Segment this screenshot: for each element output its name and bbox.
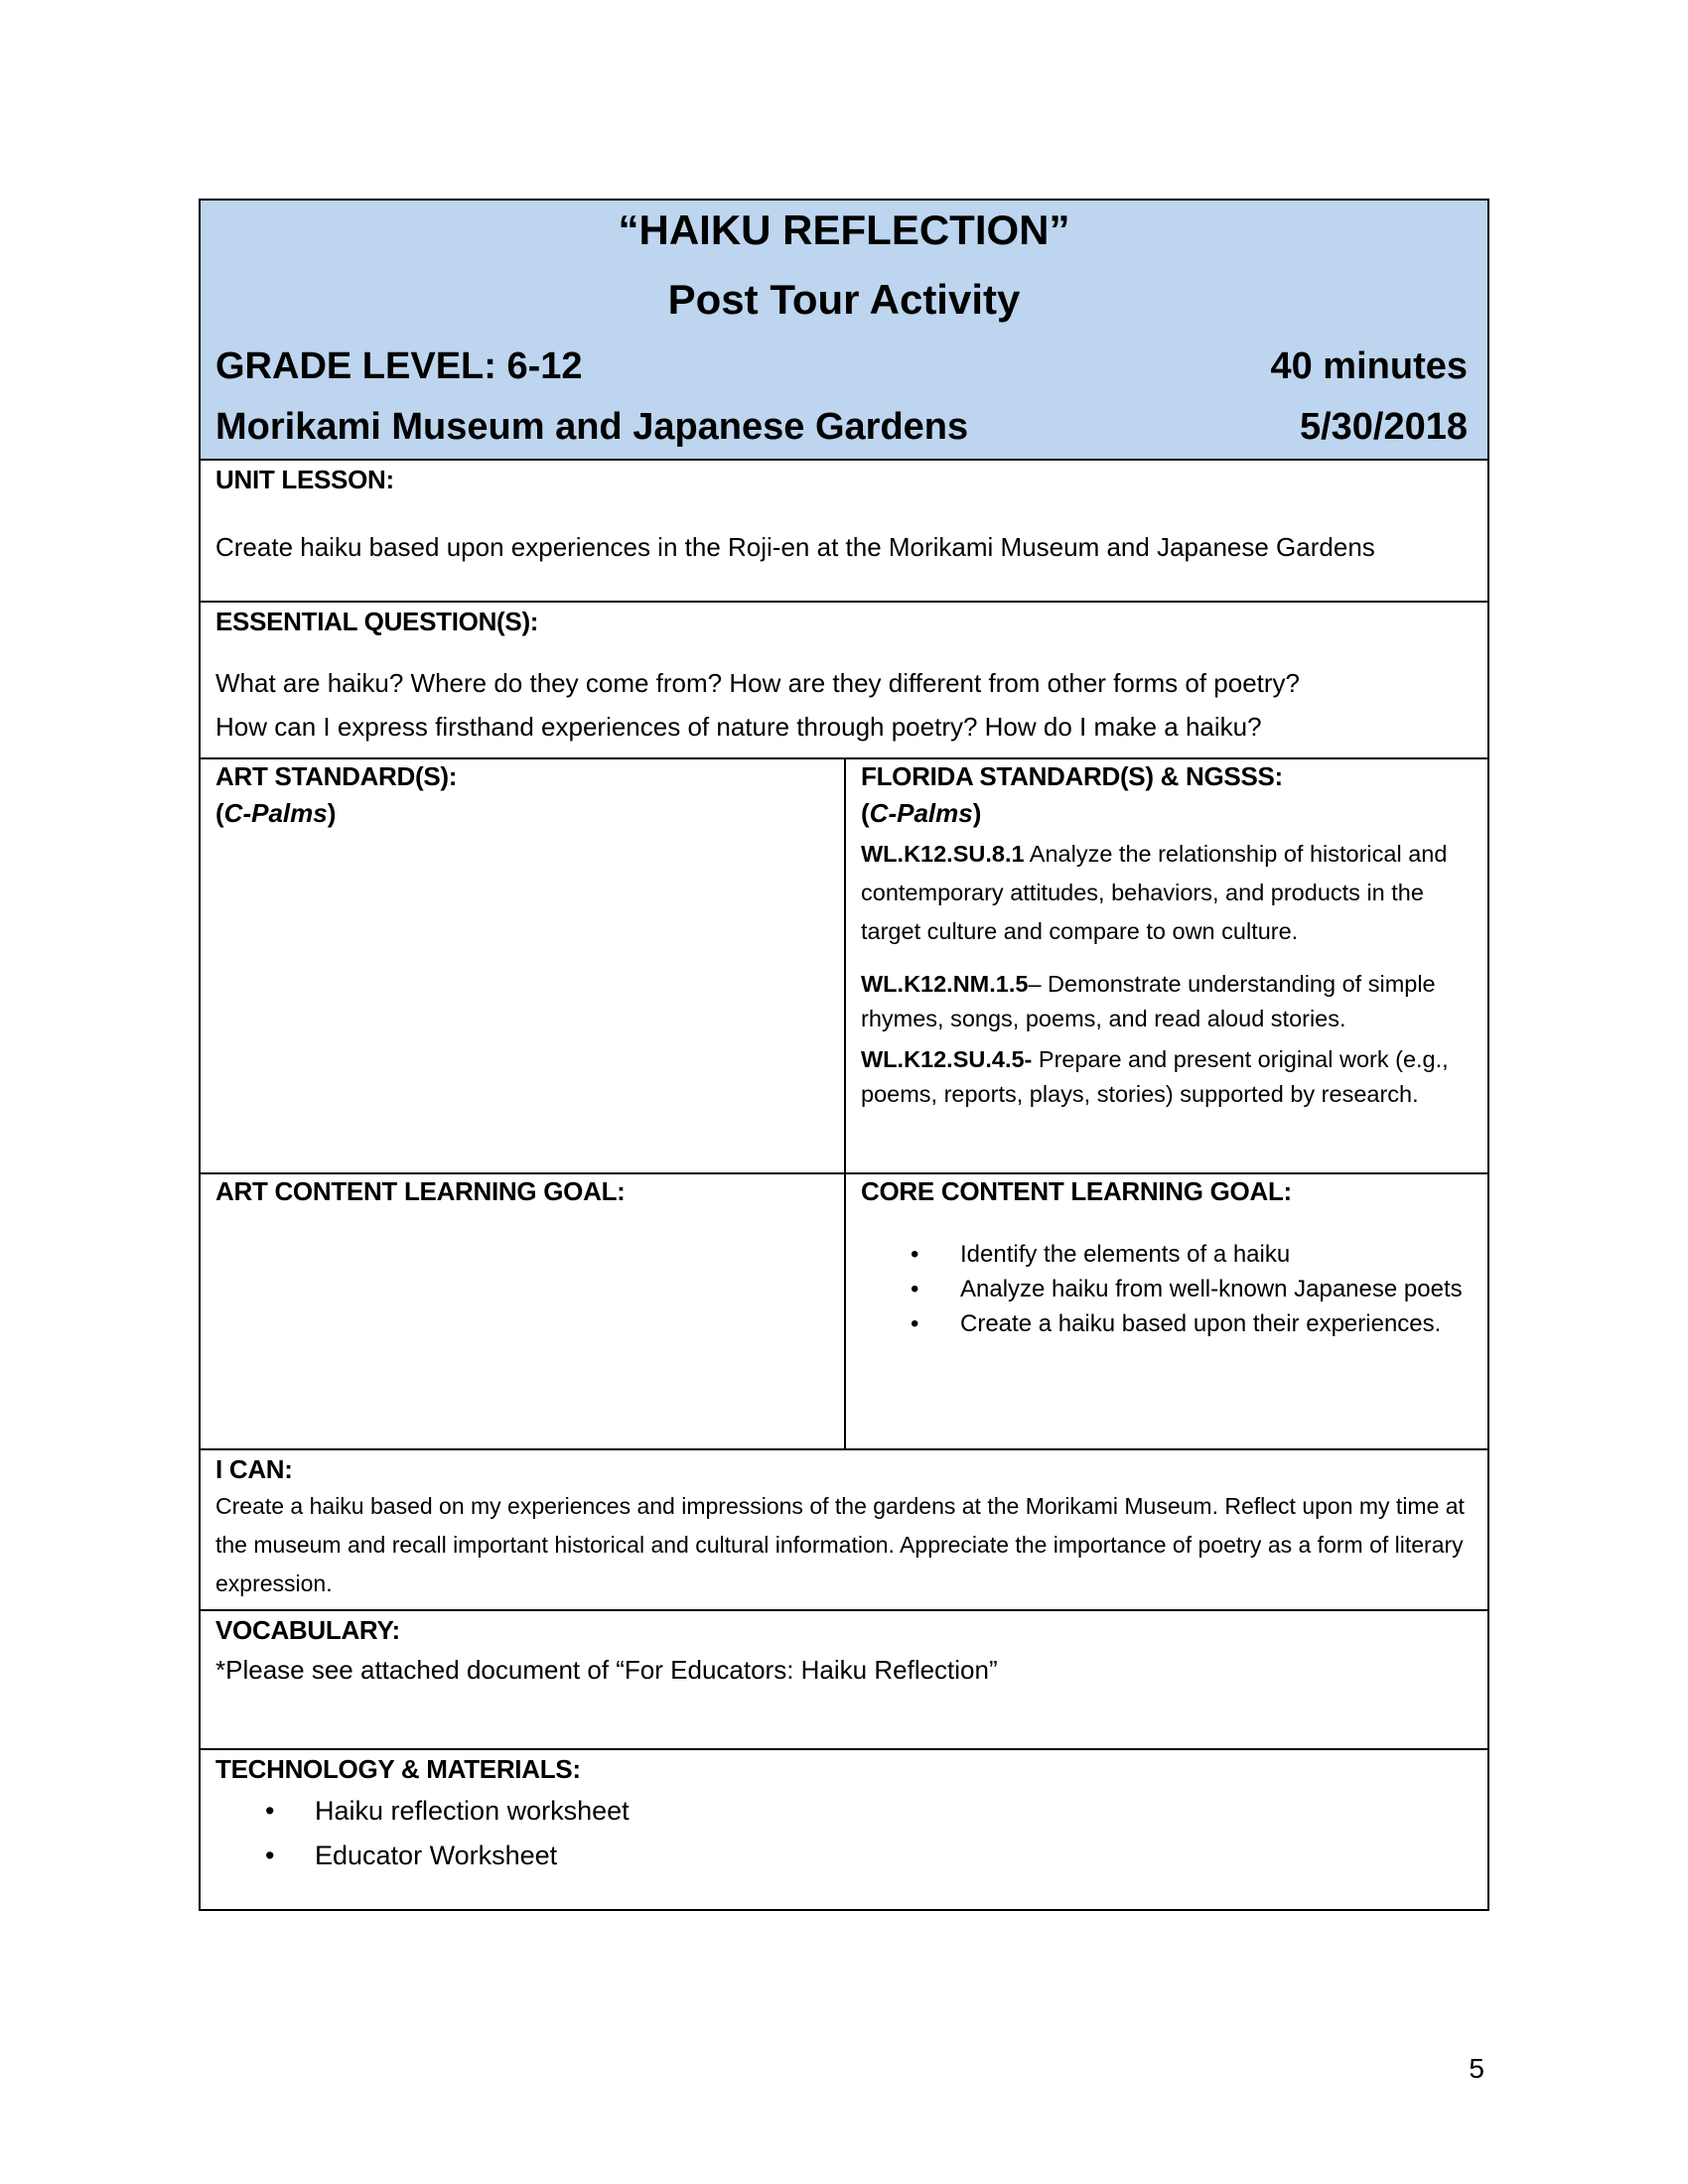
standard-text: Prepare and present original work (e.g., poems, reports, plays, stories) supported by research.	[861, 1046, 1449, 1107]
grade-level: GRADE LEVEL: 6-12	[215, 345, 583, 387]
vocabulary-label: VOCABULARY:	[215, 1615, 400, 1645]
bullet-icon: •	[911, 1310, 919, 1337]
art-goal-cell	[201, 1174, 846, 1448]
florida-standards-source: (C-Palms)	[861, 798, 982, 828]
essential-question-line: How can I express firsthand experiences of nature through poetry? How do I make a haiku?	[215, 712, 1262, 742]
vocabulary-section	[201, 1611, 1487, 1750]
essential-questions-label: ESSENTIAL QUESTION(S):	[215, 607, 539, 636]
learning-goals-row	[201, 1174, 1487, 1450]
unit-lesson-section	[201, 461, 1487, 603]
standard-code: WL.K12.SU.4.5-	[861, 1046, 1033, 1072]
lesson-subtitle: Post Tour Activity	[667, 276, 1021, 323]
page-number: 5	[1469, 2053, 1484, 2084]
location: Morikami Museum and Japanese Gardens	[215, 406, 969, 448]
bullet-icon: •	[265, 1841, 275, 1870]
i-can-text: Create a haiku based on my experiences and impressions of the gardens at the Morikami Museum. Reflect upon my time at the museum and recall important historical and cultural information. Appreciate the importance of poetry as a form of literary expression.	[215, 1493, 1465, 1596]
list-item: • Educator Worksheet	[215, 1834, 1473, 1878]
core-goal-label: CORE CONTENT LEARNING GOAL:	[861, 1176, 1292, 1206]
florida-standards-label: FLORIDA STANDARD(S) & NGSSS:	[861, 761, 1283, 791]
technology-section	[201, 1750, 1487, 1909]
header-block	[201, 201, 1487, 461]
vocabulary-text: *Please see attached document of “For Educators: Haiku Reflection”	[215, 1655, 998, 1685]
bullet-icon: •	[265, 1796, 275, 1826]
art-standards-source: (C-Palms)	[215, 798, 337, 828]
list-item: • Analyze haiku from well-known Japanese poets	[861, 1272, 1473, 1306]
essential-question-line: What are haiku? Where do they come from? How are they different from other forms of poetry?	[215, 668, 1301, 698]
core-goal-cell	[846, 1174, 1487, 1448]
standard-code: WL.K12.SU.8.1	[861, 841, 1025, 867]
bullet-icon: •	[911, 1241, 919, 1268]
bullet-icon: •	[911, 1276, 919, 1302]
standard-item	[861, 967, 1473, 1036]
art-standards-cell	[201, 759, 846, 1172]
florida-standards-cell	[846, 759, 1487, 1172]
duration: 40 minutes	[1270, 345, 1468, 387]
art-goal-label: ART CONTENT LEARNING GOAL:	[215, 1176, 626, 1206]
unit-lesson-label: UNIT LESSON:	[215, 465, 394, 494]
technology-list	[215, 1789, 1473, 1878]
i-can-section	[201, 1450, 1487, 1611]
list-item: • Identify the elements of a haiku	[861, 1237, 1473, 1272]
standard-text: Analyze the relationship of historical and contemporary attitudes, behaviors, and products in the target culture and compare to own culture.	[861, 841, 1448, 944]
core-goal-list	[861, 1237, 1473, 1341]
date: 5/30/2018	[1299, 406, 1468, 448]
i-can-label: I CAN:	[215, 1454, 293, 1484]
standard-text: – Demonstrate understanding of simple rhymes, songs, poems, and read aloud stories.	[861, 971, 1436, 1031]
list-item: • Create a haiku based upon their experiences.	[861, 1306, 1473, 1341]
lesson-title: “HAIKU REFLECTION”	[618, 206, 1070, 253]
lesson-plan-table	[199, 199, 1489, 1911]
art-standards-label: ART STANDARD(S):	[215, 761, 458, 791]
essential-questions-text	[215, 661, 1473, 749]
essential-questions-section	[201, 603, 1487, 759]
standard-code: WL.K12.NM.1.5	[861, 971, 1029, 997]
technology-label: TECHNOLOGY & MATERIALS:	[215, 1754, 581, 1784]
unit-lesson-text: Create haiku based upon experiences in the Roji-en at the Morikami Museum and Japanese Gardens	[215, 532, 1375, 562]
standard-item	[861, 1042, 1473, 1112]
standard-item	[861, 835, 1473, 951]
list-item: • Haiku reflection worksheet	[215, 1789, 1473, 1834]
standards-row	[201, 759, 1487, 1174]
